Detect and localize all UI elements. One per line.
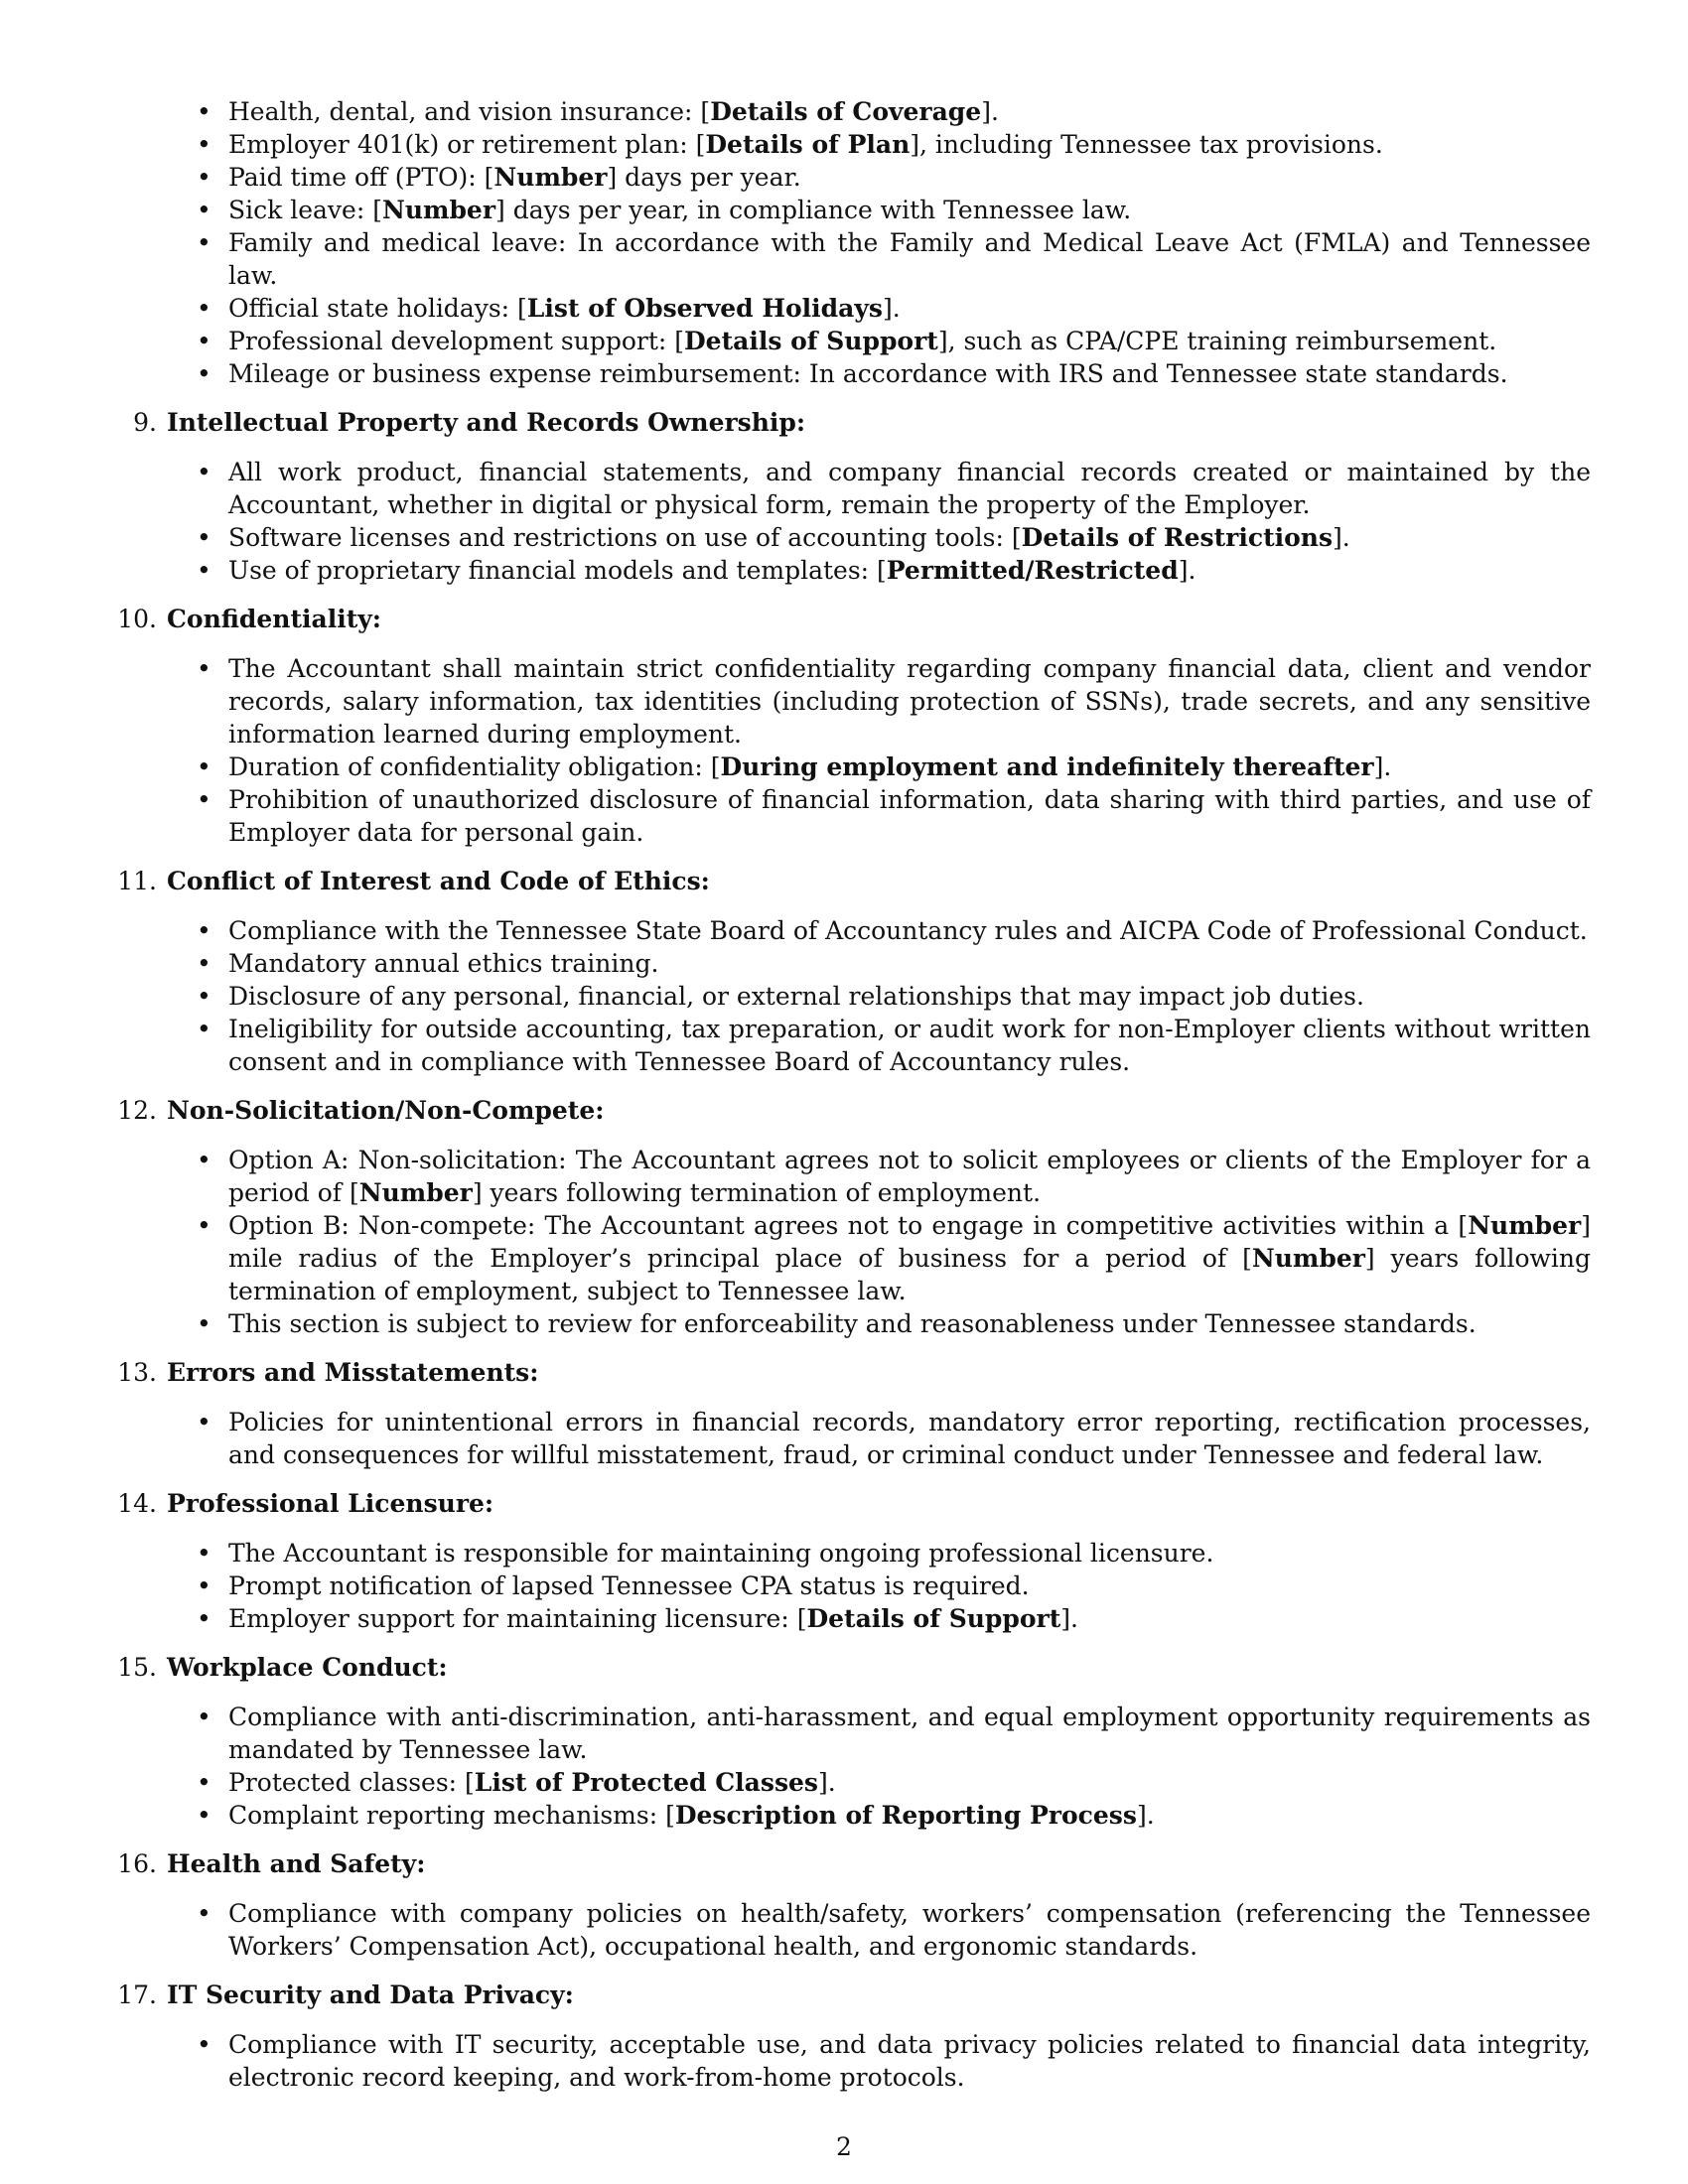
section-title: Workplace Conduct:: [167, 1653, 448, 1682]
bullet-item: [228, 357, 1591, 390]
text-run: Use of proprietary financial models and templates: [: [228, 556, 887, 585]
text-run: This section is subject to review for enforceability and reasonableness under Tennessee standards.: [228, 1309, 1477, 1338]
text-run: Official state holidays: [: [228, 294, 527, 323]
bullet-item: [228, 1570, 1591, 1602]
text-run: Compliance with the Tennessee State Board of Accountancy rules and AICPA Code of Professional Conduct.: [228, 916, 1588, 945]
text-run: Mileage or business expense reimbursement: In accordance with IRS and Tennessee state standards.: [228, 359, 1508, 388]
section-title: Health and Safety:: [167, 1849, 426, 1878]
bullet-item: [228, 1766, 1591, 1799]
section-heading: [117, 1651, 1591, 1684]
section-number: 17.: [117, 1980, 157, 2009]
text-run: Option A: Non-solicitation: The Accountant agrees not to solicit employees or clients of the Employer for a period of [: [228, 1146, 1591, 1207]
text-run: The Accountant shall maintain strict confidentiality regarding company financial data, client and vendor records, salary information, tax identities (including protection of SSNs), trade secrets, and any sensitive information learned during employment.: [228, 654, 1591, 749]
text-run: Complaint reporting mechanisms: [: [228, 1801, 675, 1830]
bullet-item: [228, 1209, 1591, 1307]
text-run: Compliance with IT security, acceptable use, and data privacy policies related to financial data integrity, electronic record keeping, and work-from-home protocols.: [228, 2030, 1591, 2092]
bullet-item: [228, 1701, 1591, 1766]
section-bullet-list: [167, 1897, 1591, 1963]
section-number: 15.: [117, 1653, 157, 1682]
bullet-item: [228, 2028, 1591, 2094]
bullet-item: [228, 456, 1591, 521]
text-run: ].: [981, 97, 999, 126]
section-bullet-list: [167, 914, 1591, 1078]
bullet-item: [228, 1406, 1591, 1471]
bullet-item: [228, 1602, 1591, 1635]
text-run: Compliance with anti-discrimination, anti-harassment, and equal employment opportunity requirements as mandated by Tennessee law.: [228, 1703, 1591, 1764]
text-run: Option B: Non-compete: The Accountant agrees not to engage in competitive activities within a [: [228, 1211, 1469, 1240]
bullet-item: [228, 325, 1591, 357]
text-run: ] days per year, in compliance with Tennessee law.: [495, 196, 1132, 224]
text-run: ], including Tennessee tax provisions.: [910, 130, 1383, 159]
section-bullet-list: [167, 2028, 1591, 2094]
placeholder-field: Details of Support: [806, 1604, 1061, 1633]
bullet-item: [228, 783, 1591, 849]
bullet-item: [228, 1799, 1591, 1832]
section: [133, 406, 1591, 587]
text-run: ].: [1060, 1604, 1078, 1633]
page-number: 2: [836, 2132, 852, 2161]
text-run: ] years following termination of employment.: [472, 1178, 1042, 1207]
text-run: Compliance with company policies on health/safety, workers’ compensation (referencing the Tennessee Workers’ Compensation Act), occupational health, and ergonomic standards.: [228, 1899, 1591, 1961]
text-run: ], such as CPA/CPE training reimbursement.: [937, 327, 1497, 355]
placeholder-field: Details of Support: [684, 327, 938, 355]
text-run: ].: [882, 294, 901, 323]
bullet-item: [228, 1307, 1591, 1340]
section: [117, 865, 1591, 1078]
text-run: ] days per year.: [607, 163, 801, 192]
section-title: Non-Solicitation/Non-Compete:: [167, 1096, 605, 1125]
text-run: Policies for unintentional errors in financial records, mandatory error reporting, rectification processes, and consequences for willful misstatement, fraud, or criminal conduct under Tennessee and federal law.: [228, 1408, 1591, 1469]
text-run: Prompt notification of lapsed Tennessee CPA status is required.: [228, 1571, 1030, 1600]
section-number: 11.: [117, 867, 157, 895]
bullet-item: [228, 521, 1591, 554]
placeholder-field: Number: [358, 1178, 473, 1207]
bullet-item: [228, 194, 1591, 226]
text-run: ].: [1333, 523, 1350, 552]
section-title: Intellectual Property and Records Ownership:: [167, 408, 806, 437]
placeholder-field: Number: [493, 163, 608, 192]
text-run: Family and medical leave: In accordance with the Family and Medical Leave Act (FMLA) and Tennessee law.: [228, 228, 1591, 290]
bullet-item: [228, 554, 1591, 587]
placeholder-field: List of Observed Holidays: [526, 294, 883, 323]
section: [117, 1979, 1591, 2094]
section-bullet-list: [167, 1144, 1591, 1340]
text-run: Employer support for maintaining licensure: [: [228, 1604, 807, 1633]
placeholder-field: Details of Restrictions: [1021, 523, 1334, 552]
bullet-item: [228, 652, 1591, 751]
section: [117, 603, 1591, 849]
text-run: Prohibition of unauthorized disclosure of financial information, data sharing with third parties, and use of Employer data for personal gain.: [228, 785, 1591, 847]
text-run: ].: [1373, 752, 1392, 781]
bullet-item: [228, 751, 1591, 783]
section-heading: [117, 1487, 1591, 1520]
bullet-item: [228, 292, 1591, 325]
section-bullet-list: [167, 652, 1591, 849]
section-title: Conflict of Interest and Code of Ethics:: [167, 867, 710, 895]
text-run: ] mile radius of the Employer’s principal place of business for a period of [: [228, 1211, 1591, 1273]
placeholder-field: Permitted/Restricted: [886, 556, 1179, 585]
section-heading: [117, 1356, 1591, 1389]
placeholder-field: Number: [1468, 1211, 1582, 1240]
text-run: ].: [1178, 556, 1196, 585]
bullet-item: [228, 980, 1591, 1013]
section-bullet-list: [167, 1406, 1591, 1471]
text-run: The Accountant is responsible for maintaining ongoing professional licensure.: [228, 1539, 1214, 1568]
text-run: Sick leave: [: [228, 196, 382, 224]
placeholder-field: Number: [1251, 1244, 1365, 1273]
section-heading: [117, 1094, 1591, 1127]
section-heading: [117, 603, 1591, 635]
section-bullet-list: [167, 1537, 1591, 1635]
bullet-item: [228, 1897, 1591, 1963]
text-run: Professional development support: [: [228, 327, 684, 355]
section-title: IT Security and Data Privacy:: [167, 1980, 574, 2009]
bullet-item: [228, 1144, 1591, 1209]
text-run: Ineligibility for outside accounting, tax preparation, or audit work for non-Employer clients without written consent and in compliance with Tennessee Board of Accountancy rules.: [228, 1015, 1591, 1076]
section: [117, 1487, 1591, 1635]
placeholder-field: List of Protected Classes: [474, 1768, 818, 1797]
section-bullet-list: [167, 1701, 1591, 1832]
section-title: Professional Licensure:: [167, 1489, 494, 1518]
section: [117, 1356, 1591, 1471]
section-number: 10.: [117, 605, 157, 633]
placeholder-field: During employment and indefinitely thereafter: [720, 752, 1374, 781]
document-body: [117, 95, 1591, 2094]
benefits-bullet-list: [167, 95, 1591, 390]
text-run: ].: [1136, 1801, 1155, 1830]
text-run: ].: [818, 1768, 836, 1797]
section: [117, 1094, 1591, 1340]
bullet-item: [228, 128, 1591, 161]
section-number: 16.: [117, 1849, 157, 1878]
text-run: Mandatory annual ethics training.: [228, 949, 659, 978]
bullet-item: [228, 914, 1591, 947]
text-run: All work product, financial statements, and company financial records created or maintained by the Accountant, whether in digital or physical form, remain the property of the Employer.: [228, 458, 1591, 519]
bullet-item: [228, 947, 1591, 980]
text-run: ] years following termination of employment, subject to Tennessee law.: [228, 1244, 1591, 1305]
placeholder-field: Number: [381, 196, 496, 224]
bullet-item: [228, 1013, 1591, 1078]
section-heading: [133, 406, 1591, 439]
text-run: Paid time off (PTO): [: [228, 163, 494, 192]
bullet-item: [228, 95, 1591, 128]
text-run: Protected classes: [: [228, 1768, 475, 1797]
section-number: 13.: [117, 1358, 157, 1387]
text-run: Disclosure of any personal, financial, or external relationships that may impact job duties.: [228, 982, 1364, 1011]
placeholder-field: Details of Coverage: [710, 97, 982, 126]
section-number: 12.: [117, 1096, 157, 1125]
section: [117, 1847, 1591, 1963]
section: [117, 1651, 1591, 1832]
section-number: 9.: [133, 408, 157, 437]
text-run: Health, dental, and vision insurance: [: [228, 97, 711, 126]
section-heading: [117, 1979, 1591, 2011]
placeholder-field: Details of Plan: [705, 130, 911, 159]
bullet-item: [228, 226, 1591, 292]
text-run: Duration of confidentiality obligation: [: [228, 752, 721, 781]
bullet-item: [228, 161, 1591, 194]
placeholder-field: Description of Reporting Process: [674, 1801, 1137, 1830]
section-title: Errors and Misstatements:: [167, 1358, 539, 1387]
section-heading: [117, 865, 1591, 897]
sections-container: [117, 406, 1591, 2094]
text-run: Employer 401(k) or retirement plan: [: [228, 130, 706, 159]
bullet-item: [228, 1537, 1591, 1570]
section-title: Confidentiality:: [167, 605, 382, 633]
section-bullet-list: [167, 456, 1591, 587]
section-heading: [117, 1847, 1591, 1880]
text-run: Software licenses and restrictions on use of accounting tools: [: [228, 523, 1022, 552]
section-number: 14.: [117, 1489, 157, 1518]
